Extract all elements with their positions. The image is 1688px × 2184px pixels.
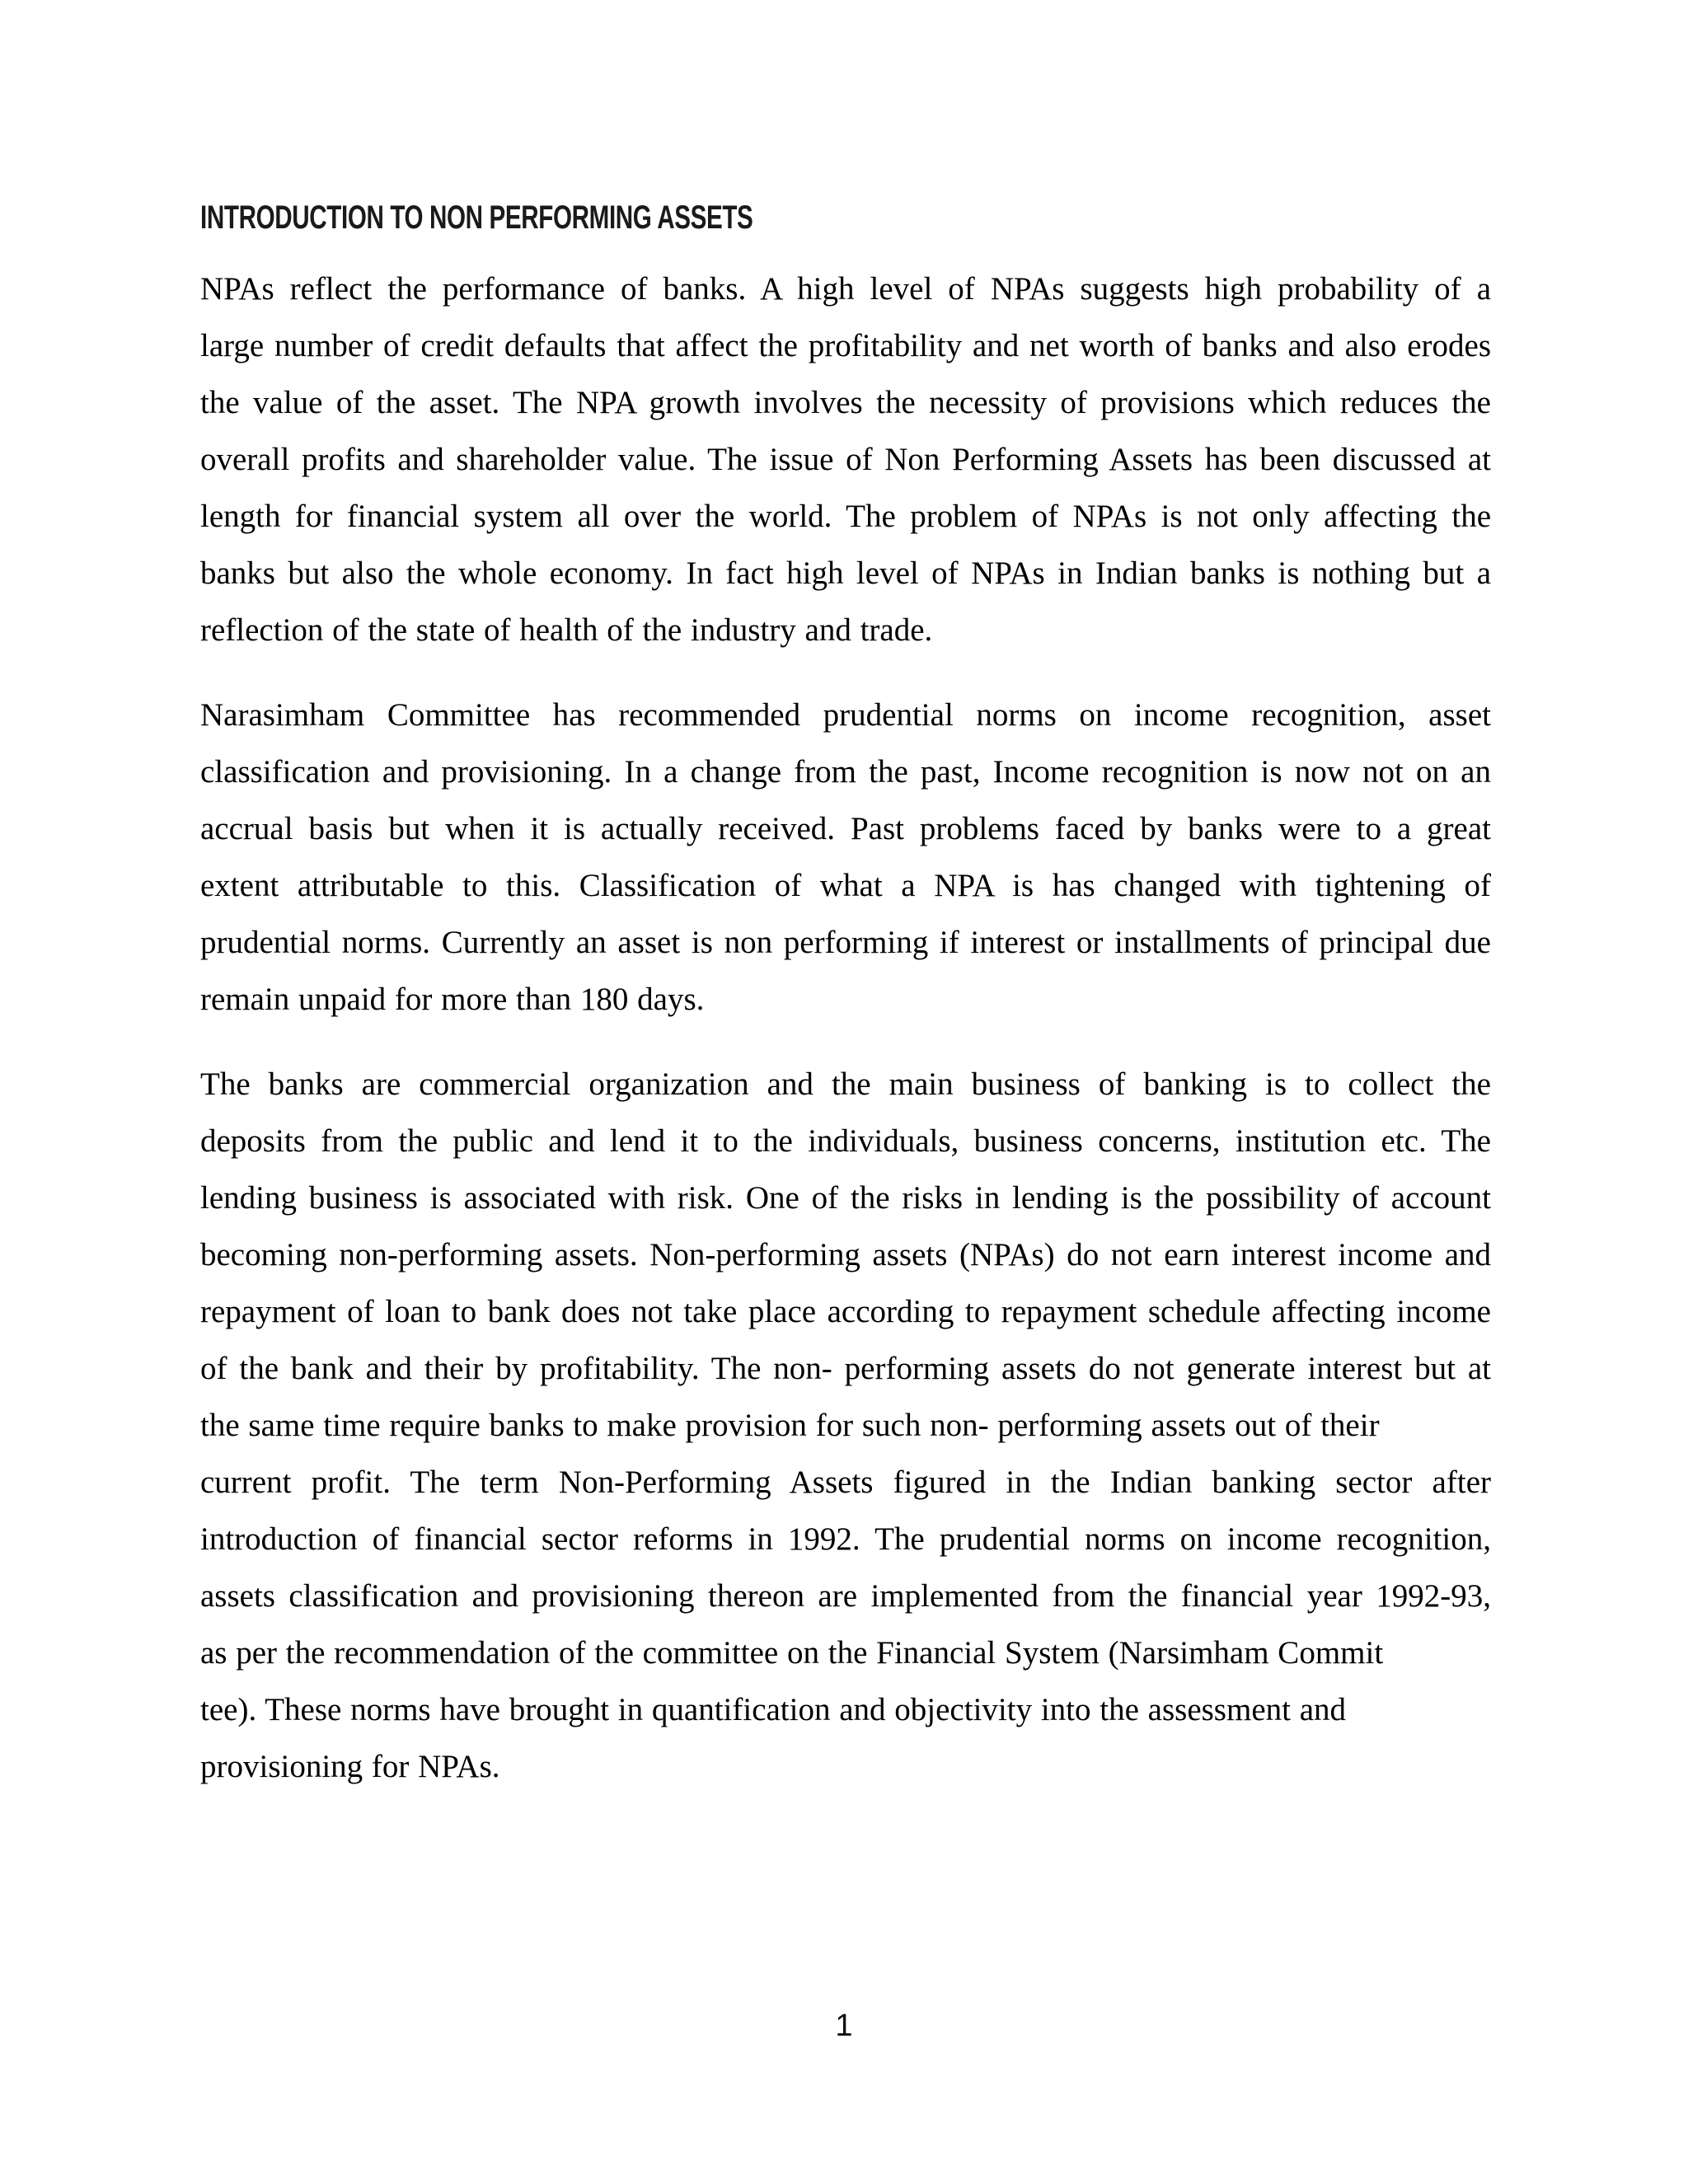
document-content xyxy=(200,198,1491,1795)
text-line: as per the recommendation of the committee on the Financial System (Narsimham Commit xyxy=(200,1635,1384,1671)
text-line: remain unpaid for more than 180 days. xyxy=(200,982,705,1017)
text-line: overall profits and shareholder value. The issue of Non Performing Assets has been discussed at xyxy=(200,442,1491,477)
page-number: 1 xyxy=(835,2008,853,2043)
paragraph xyxy=(200,260,1491,658)
text-line: length for financial system all over the world. The problem of NPAs is not only affecting the xyxy=(200,499,1491,534)
paragraph xyxy=(200,687,1491,1028)
text-line: NPAs reflect the performance of banks. A high level of NPAs suggests high probability of a xyxy=(200,271,1491,307)
paragraph xyxy=(200,1056,1491,1795)
text-line: prudential norms. Currently an asset is non performing if interest or installments of principal due xyxy=(200,925,1491,960)
text-line: becoming non-performing assets. Non-performing assets (NPAs) do not earn interest income and xyxy=(200,1237,1491,1272)
text-line: accrual basis but when it is actually received. Past problems faced by banks were to a great xyxy=(200,811,1491,846)
text-line: large number of credit defaults that affect the profitability and net worth of banks and also erodes xyxy=(200,328,1491,363)
text-line: the value of the asset. The NPA growth involves the necessity of provisions which reduces the xyxy=(200,385,1491,420)
text-line: reflection of the state of health of the industry and trade. xyxy=(200,612,933,648)
text-line: the same time require banks to make provision for such non- performing assets out of their xyxy=(200,1408,1380,1443)
text-line: extent attributable to this. Classification of what a NPA is has changed with tightening of xyxy=(200,868,1491,903)
text-line: deposits from the public and lend it to the individuals, business concerns, institution etc. The xyxy=(200,1123,1491,1159)
text-line: tee). These norms have brought in quantification and objectivity into the assessment and xyxy=(200,1692,1347,1727)
text-line: provisioning for NPAs. xyxy=(200,1749,500,1784)
text-line: current profit. The term Non-Performing Assets figured in the Indian banking sector after xyxy=(200,1465,1491,1500)
text-line: The banks are commercial organization and the main business of banking is to collect the xyxy=(200,1066,1491,1102)
text-line: banks but also the whole economy. In fact high level of NPAs in Indian banks is nothing but a xyxy=(200,555,1491,591)
text-line: Narasimham Committee has recommended prudential norms on income recognition, asset xyxy=(200,697,1491,733)
text-line: repayment of loan to bank does not take place according to repayment schedule affecting income xyxy=(200,1294,1491,1329)
document-body xyxy=(200,260,1491,1795)
text-line: introduction of financial sector reforms in 1992. The prudential norms on income recognition, xyxy=(200,1521,1491,1557)
text-line: classification and provisioning. In a change from the past, Income recognition is now not on an xyxy=(200,754,1491,790)
text-line: lending business is associated with risk. One of the risks in lending is the possibility of account xyxy=(200,1180,1491,1216)
text-line: assets classification and provisioning thereon are implemented from the financial year 1992-93, xyxy=(200,1578,1491,1614)
text-line: of the bank and their by profitability. The non- performing assets do not generate interest but at xyxy=(200,1351,1491,1386)
document-heading: INTRODUCTION TO NON PERFORMING ASSETS xyxy=(200,199,753,236)
